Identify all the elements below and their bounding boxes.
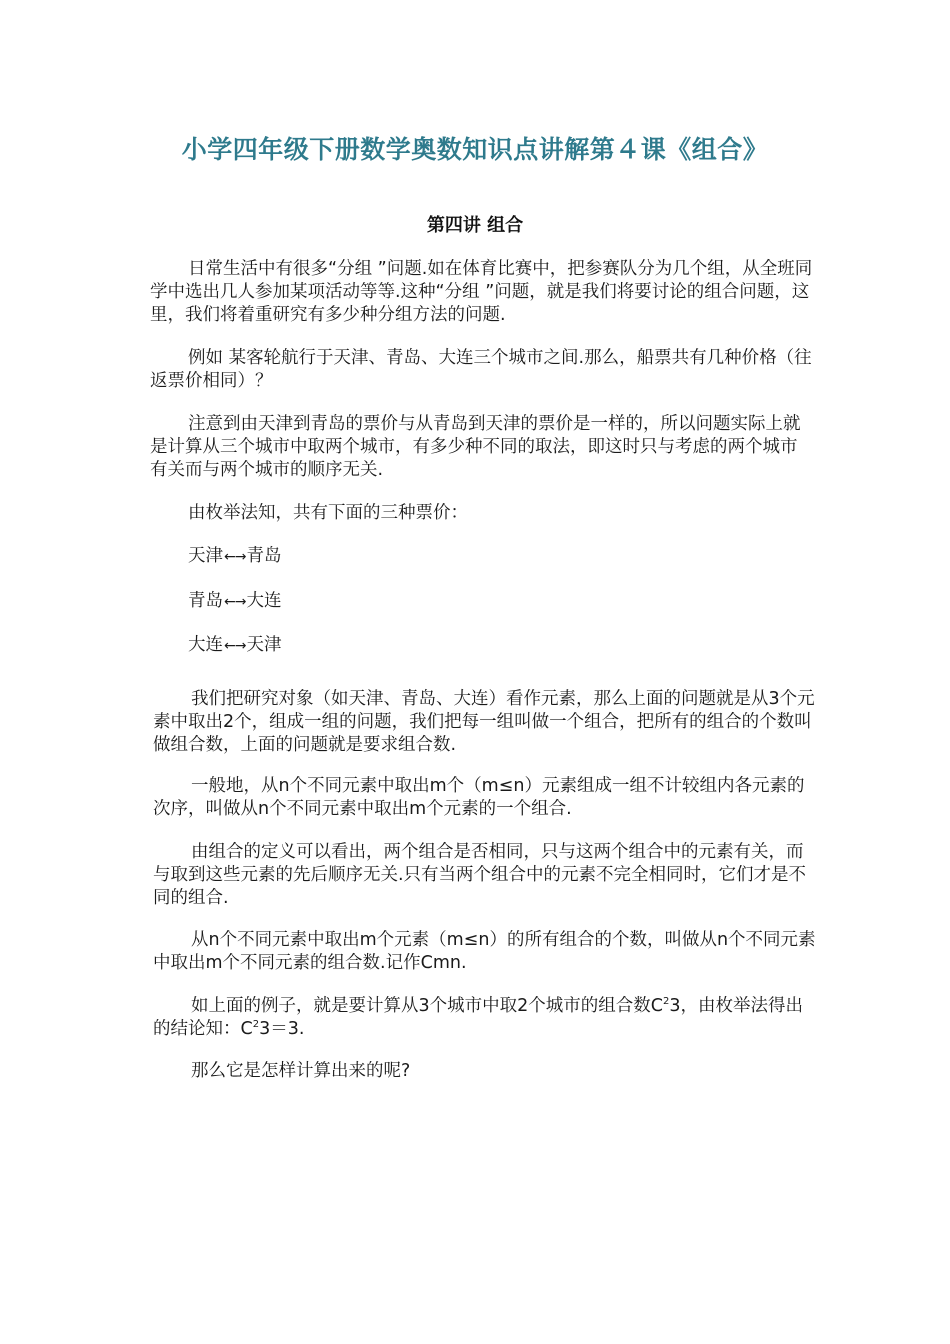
paragraph-question-text: 那么它是怎样计算出来的呢? bbox=[191, 1061, 411, 1081]
paragraph-calculation bbox=[153, 995, 817, 1041]
paragraph-definition-text: 一般地，从n个不同元素中取出m个（m≤n）元素组成一组不计较组内各元素的次序，叫做从n个不同元素中取出m个元素的一个组合. bbox=[153, 776, 805, 819]
paragraph-calculation-text-a: 如上面的例子，就是要计算从3个城市中取2个城市的组合数C bbox=[191, 996, 663, 1016]
route-to: 青岛 bbox=[246, 546, 282, 566]
route-from: 青岛 bbox=[188, 591, 223, 611]
paragraph-intro-text: 日常生活中有很多“分组 ”问题.如在体育比赛中，把参赛队分为几个组，从全班同学中选出几人参加某项活动等等.这种“分组 ”问题，就是我们将要讨论的组合问题，这里，我们将着重研究有多少种分组方法的问题. bbox=[150, 259, 813, 325]
paragraph-calculation-text-c: 3＝3. bbox=[259, 1019, 305, 1039]
paragraph-example-text: 例如 某客轮航行于天津、青岛、大连三个城市之间.那么，船票共有几种价格（往返票价相同）？ bbox=[150, 348, 812, 391]
route-item bbox=[188, 590, 281, 614]
lecture-title: 第四讲 组合 bbox=[426, 215, 524, 236]
route-item bbox=[188, 545, 281, 569]
route-item bbox=[188, 634, 281, 658]
route-from: 天津 bbox=[188, 546, 223, 566]
superscript-two: 2 bbox=[663, 996, 670, 1008]
paragraph-analysis bbox=[150, 413, 814, 482]
paragraph-enumeration-text: 由枚举法知，共有下面的三种票价： bbox=[188, 503, 468, 523]
route-to: 大连 bbox=[246, 591, 282, 611]
paragraph-example bbox=[150, 347, 814, 393]
double-arrow-icon: ←→ bbox=[224, 638, 246, 654]
paragraph-calculation-text-b: 3，由枚举法得出的结论知：C bbox=[153, 996, 804, 1039]
paragraph-question bbox=[153, 1060, 817, 1083]
paragraph-elements-text: 我们把研究对象（如天津、青岛、大连）看作元素，那么上面的问题就是从3个元素中取出2个，组成一组的问题，我们把每一组叫做一个组合，把所有的组合的个数叫做组合数，上面的问题就是要求组合数. bbox=[153, 689, 815, 755]
paragraph-analysis-text: 注意到由天津到青岛的票价与从青岛到天津的票价是一样的，所以问题实际上就是计算从三个城市中取两个城市，有多少种不同的取法，即这时只与考虑的两个城市有关而与两个城市的顺序无关. bbox=[150, 414, 801, 480]
double-arrow-icon: ←→ bbox=[224, 594, 246, 610]
paragraph-elements bbox=[153, 688, 817, 757]
route-to: 天津 bbox=[246, 635, 282, 655]
paragraph-combination-number bbox=[153, 929, 817, 975]
paragraph-enumeration bbox=[150, 502, 814, 525]
paragraph-intro bbox=[150, 258, 814, 327]
document-title: 小学四年级下册数学奥数知识点讲解第４课《组合》 bbox=[181, 135, 769, 164]
paragraph-equality-text: 由组合的定义可以看出，两个组合是否相同，只与这两个组合中的元素有关，而与取到这些元素的先后顺序无关.只有当两个组合中的元素不完全相同时，它们才是不同的组合. bbox=[153, 842, 807, 908]
superscript-two: 2 bbox=[252, 1019, 260, 1031]
paragraph-definition bbox=[153, 775, 817, 821]
paragraph-equality bbox=[153, 841, 817, 910]
double-arrow-icon: ←→ bbox=[224, 549, 246, 565]
paragraph-combination-number-text: 从n个不同元素中取出m个元素（m≤n）的所有组合的个数，叫做从n个不同元素中取出m个不同元素的组合数.记作Cmn. bbox=[153, 930, 816, 973]
route-from: 大连 bbox=[188, 635, 223, 655]
